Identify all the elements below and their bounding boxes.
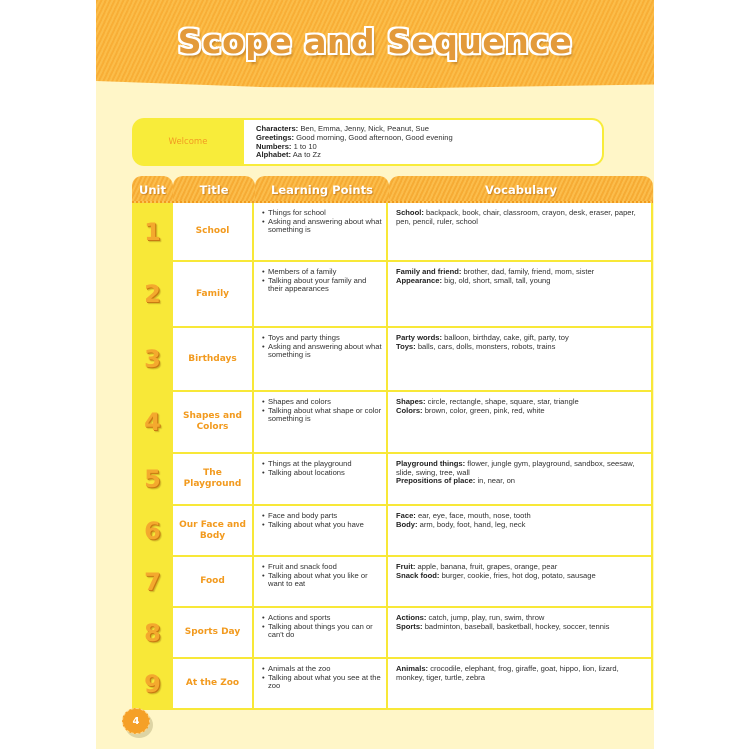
vocabulary-words: brother, dad, family, friend, mom, sister: [461, 267, 595, 276]
table-row: [132, 454, 653, 506]
learning-point-item: • Talking about what shape or color something is: [262, 407, 382, 424]
vocabulary: [388, 262, 653, 326]
welcome-key: Characters:: [256, 124, 299, 133]
learning-point-item: • Talking about what you see at the zoo: [262, 674, 382, 691]
vocabulary-category: Fruit:: [396, 562, 416, 571]
learning-point-item: • Talking about things you can or can't do: [262, 623, 382, 640]
learning-point-item: • Asking and answering about what something is: [262, 343, 382, 360]
learning-point-item: • Actions and sports: [262, 614, 382, 623]
page-number-badge: 4: [122, 708, 150, 734]
learning-points: [254, 608, 388, 657]
header-unit: Unit: [132, 176, 173, 203]
welcome-content: [244, 120, 602, 164]
learning-point-item: • Toys and party things: [262, 334, 382, 343]
vocabulary-category: Colors:: [396, 405, 423, 415]
vocabulary-words: badminton, baseball, basketball, hockey, soccer, tennis: [422, 621, 610, 631]
vocabulary-group: [396, 343, 643, 352]
learning-points: [254, 328, 388, 390]
unit-title: At the Zoo: [173, 659, 254, 708]
vocabulary-category: Actions:: [396, 613, 427, 622]
vocabulary: [388, 557, 653, 606]
unit-number: 9: [132, 659, 173, 708]
learning-points: [254, 557, 388, 606]
table-row: [132, 557, 653, 608]
vocabulary-words: in, near, on: [475, 476, 516, 486]
welcome-value: 1 to 10: [291, 141, 317, 151]
header-title: Title: [173, 176, 255, 203]
vocabulary-words: balls, cars, dolls, monsters, robots, trains: [415, 341, 556, 351]
unit-number: 6: [132, 506, 173, 555]
vocabulary-category: Appearance:: [396, 275, 443, 285]
vocabulary: [388, 454, 653, 504]
vocabulary-group: [396, 460, 643, 477]
welcome-key: Numbers:: [256, 141, 292, 151]
unit-title: Family: [173, 262, 254, 326]
welcome-value: Aa to Zz: [291, 150, 321, 160]
vocabulary-group: [396, 665, 643, 682]
welcome-box: [132, 118, 604, 166]
table-row: [132, 203, 653, 262]
unit-number: 4: [132, 392, 173, 452]
learning-points: [254, 506, 388, 555]
vocabulary-group: [396, 521, 643, 530]
unit-number: 1: [132, 203, 173, 260]
learning-point-item: • Fruit and snack food: [262, 563, 382, 572]
vocabulary-group: [396, 477, 643, 486]
learning-points: [254, 659, 388, 708]
unit-number: 3: [132, 328, 173, 390]
table-row: [132, 608, 653, 659]
learning-point-item: • Talking about locations: [262, 469, 382, 478]
learning-points: [254, 454, 388, 504]
learning-points: [254, 203, 388, 260]
learning-point-item: • Things at the playground: [262, 460, 382, 469]
vocabulary-words: flower, jungle gym, playground, sandbox, seesaw, slide, swing, tree, wall: [396, 459, 635, 477]
table-body: [132, 203, 653, 710]
vocabulary: [388, 506, 653, 555]
vocabulary: [388, 659, 653, 708]
learning-points: [254, 262, 388, 326]
vocabulary-words: crocodile, elephant, frog, giraffe, goat, hippo, lion, lizard, monkey, tiger, turtle, zebra: [396, 664, 619, 682]
learning-point-item: • Things for school: [262, 209, 382, 218]
header-vocabulary: Vocabulary: [389, 176, 653, 203]
vocabulary-category: Party words:: [396, 333, 442, 342]
vocabulary-words: burger, cookie, fries, hot dog, potato, sausage: [439, 570, 596, 580]
vocabulary-words: big, old, short, small, tall, young: [442, 275, 551, 285]
vocabulary: [388, 328, 653, 390]
vocabulary-words: brown, color, green, pink, red, white: [422, 405, 545, 415]
vocabulary-category: Sports:: [396, 621, 423, 631]
vocabulary-category: School:: [396, 208, 424, 217]
vocabulary-words: arm, body, foot, hand, leg, neck: [417, 519, 526, 529]
unit-number: 7: [132, 557, 173, 606]
vocabulary-group: [396, 572, 643, 581]
learning-point-item: • Shapes and colors: [262, 398, 382, 407]
vocabulary-words: catch, jump, play, run, swim, throw: [426, 613, 545, 622]
welcome-value: Good morning, Good afternoon, Good evening: [293, 132, 453, 142]
unit-title: School: [173, 203, 254, 260]
vocabulary: [388, 203, 653, 260]
welcome-line-alphabet: [256, 151, 602, 160]
welcome-key: Alphabet:: [256, 150, 292, 160]
page-title: Scope and Sequence: [177, 22, 573, 61]
vocabulary-category: Prepositions of place:: [396, 476, 476, 486]
table-row: [132, 659, 653, 710]
vocabulary-words: apple, banana, fruit, grapes, orange, pear: [415, 562, 558, 571]
welcome-key: Greetings:: [256, 132, 294, 142]
learning-point-item: • Face and body parts: [262, 512, 382, 521]
table-header: [132, 176, 653, 203]
vocabulary: [388, 392, 653, 452]
unit-number: 5: [132, 454, 173, 504]
learning-point-item: • Talking about your family and their appearances: [262, 277, 382, 294]
vocabulary-category: Animals:: [396, 664, 429, 673]
vocabulary: [388, 608, 653, 657]
scope-table: [132, 176, 653, 710]
vocabulary-category: Family and friend:: [396, 267, 462, 276]
vocabulary-category: Shapes:: [396, 397, 426, 406]
vocabulary-words: backpack, book, chair, classroom, crayon, desk, eraser, paper, pen, pencil, ruler, school: [396, 208, 636, 226]
learning-point-item: • Animals at the zoo: [262, 665, 382, 674]
learning-points: [254, 392, 388, 452]
vocabulary-category: Toys:: [396, 341, 416, 351]
vocabulary-words: circle, rectangle, shape, square, star, triangle: [425, 397, 579, 406]
unit-number: 8: [132, 608, 173, 657]
unit-title: Birthdays: [173, 328, 254, 390]
page: [96, 0, 654, 749]
unit-title: Food: [173, 557, 254, 606]
learning-point-item: • Talking about what you like or want to eat: [262, 572, 382, 589]
unit-title: Our Face and Body: [173, 506, 254, 555]
header-learning-points: Learning Points: [255, 176, 389, 203]
vocabulary-words: ear, eye, face, mouth, nose, tooth: [415, 511, 531, 520]
table-row: [132, 392, 653, 454]
vocabulary-category: Body:: [396, 519, 418, 529]
welcome-value: Ben, Emma, Jenny, Nick, Peanut, Sue: [298, 124, 429, 133]
unit-title: The Playground: [173, 454, 254, 504]
vocabulary-category: Face:: [396, 511, 416, 520]
learning-point-item: • Asking and answering about what something is: [262, 218, 382, 235]
unit-title: Sports Day: [173, 608, 254, 657]
learning-point-item: • Members of a family: [262, 268, 382, 277]
table-row: [132, 506, 653, 557]
vocabulary-group: [396, 623, 643, 632]
vocabulary-group: [396, 277, 643, 286]
unit-title: Shapes and Colors: [173, 392, 254, 452]
vocabulary-category: Playground things:: [396, 459, 466, 468]
learning-point-item: • Talking about what you have: [262, 521, 382, 530]
vocabulary-group: [396, 209, 643, 226]
vocabulary-category: Snack food:: [396, 570, 440, 580]
table-row: [132, 262, 653, 328]
unit-number: 2: [132, 262, 173, 326]
table-row: [132, 328, 653, 392]
welcome-label: Welcome: [168, 137, 208, 147]
vocabulary-group: [396, 407, 643, 416]
vocabulary-words: balloon, birthday, cake, gift, party, toy: [442, 333, 569, 342]
